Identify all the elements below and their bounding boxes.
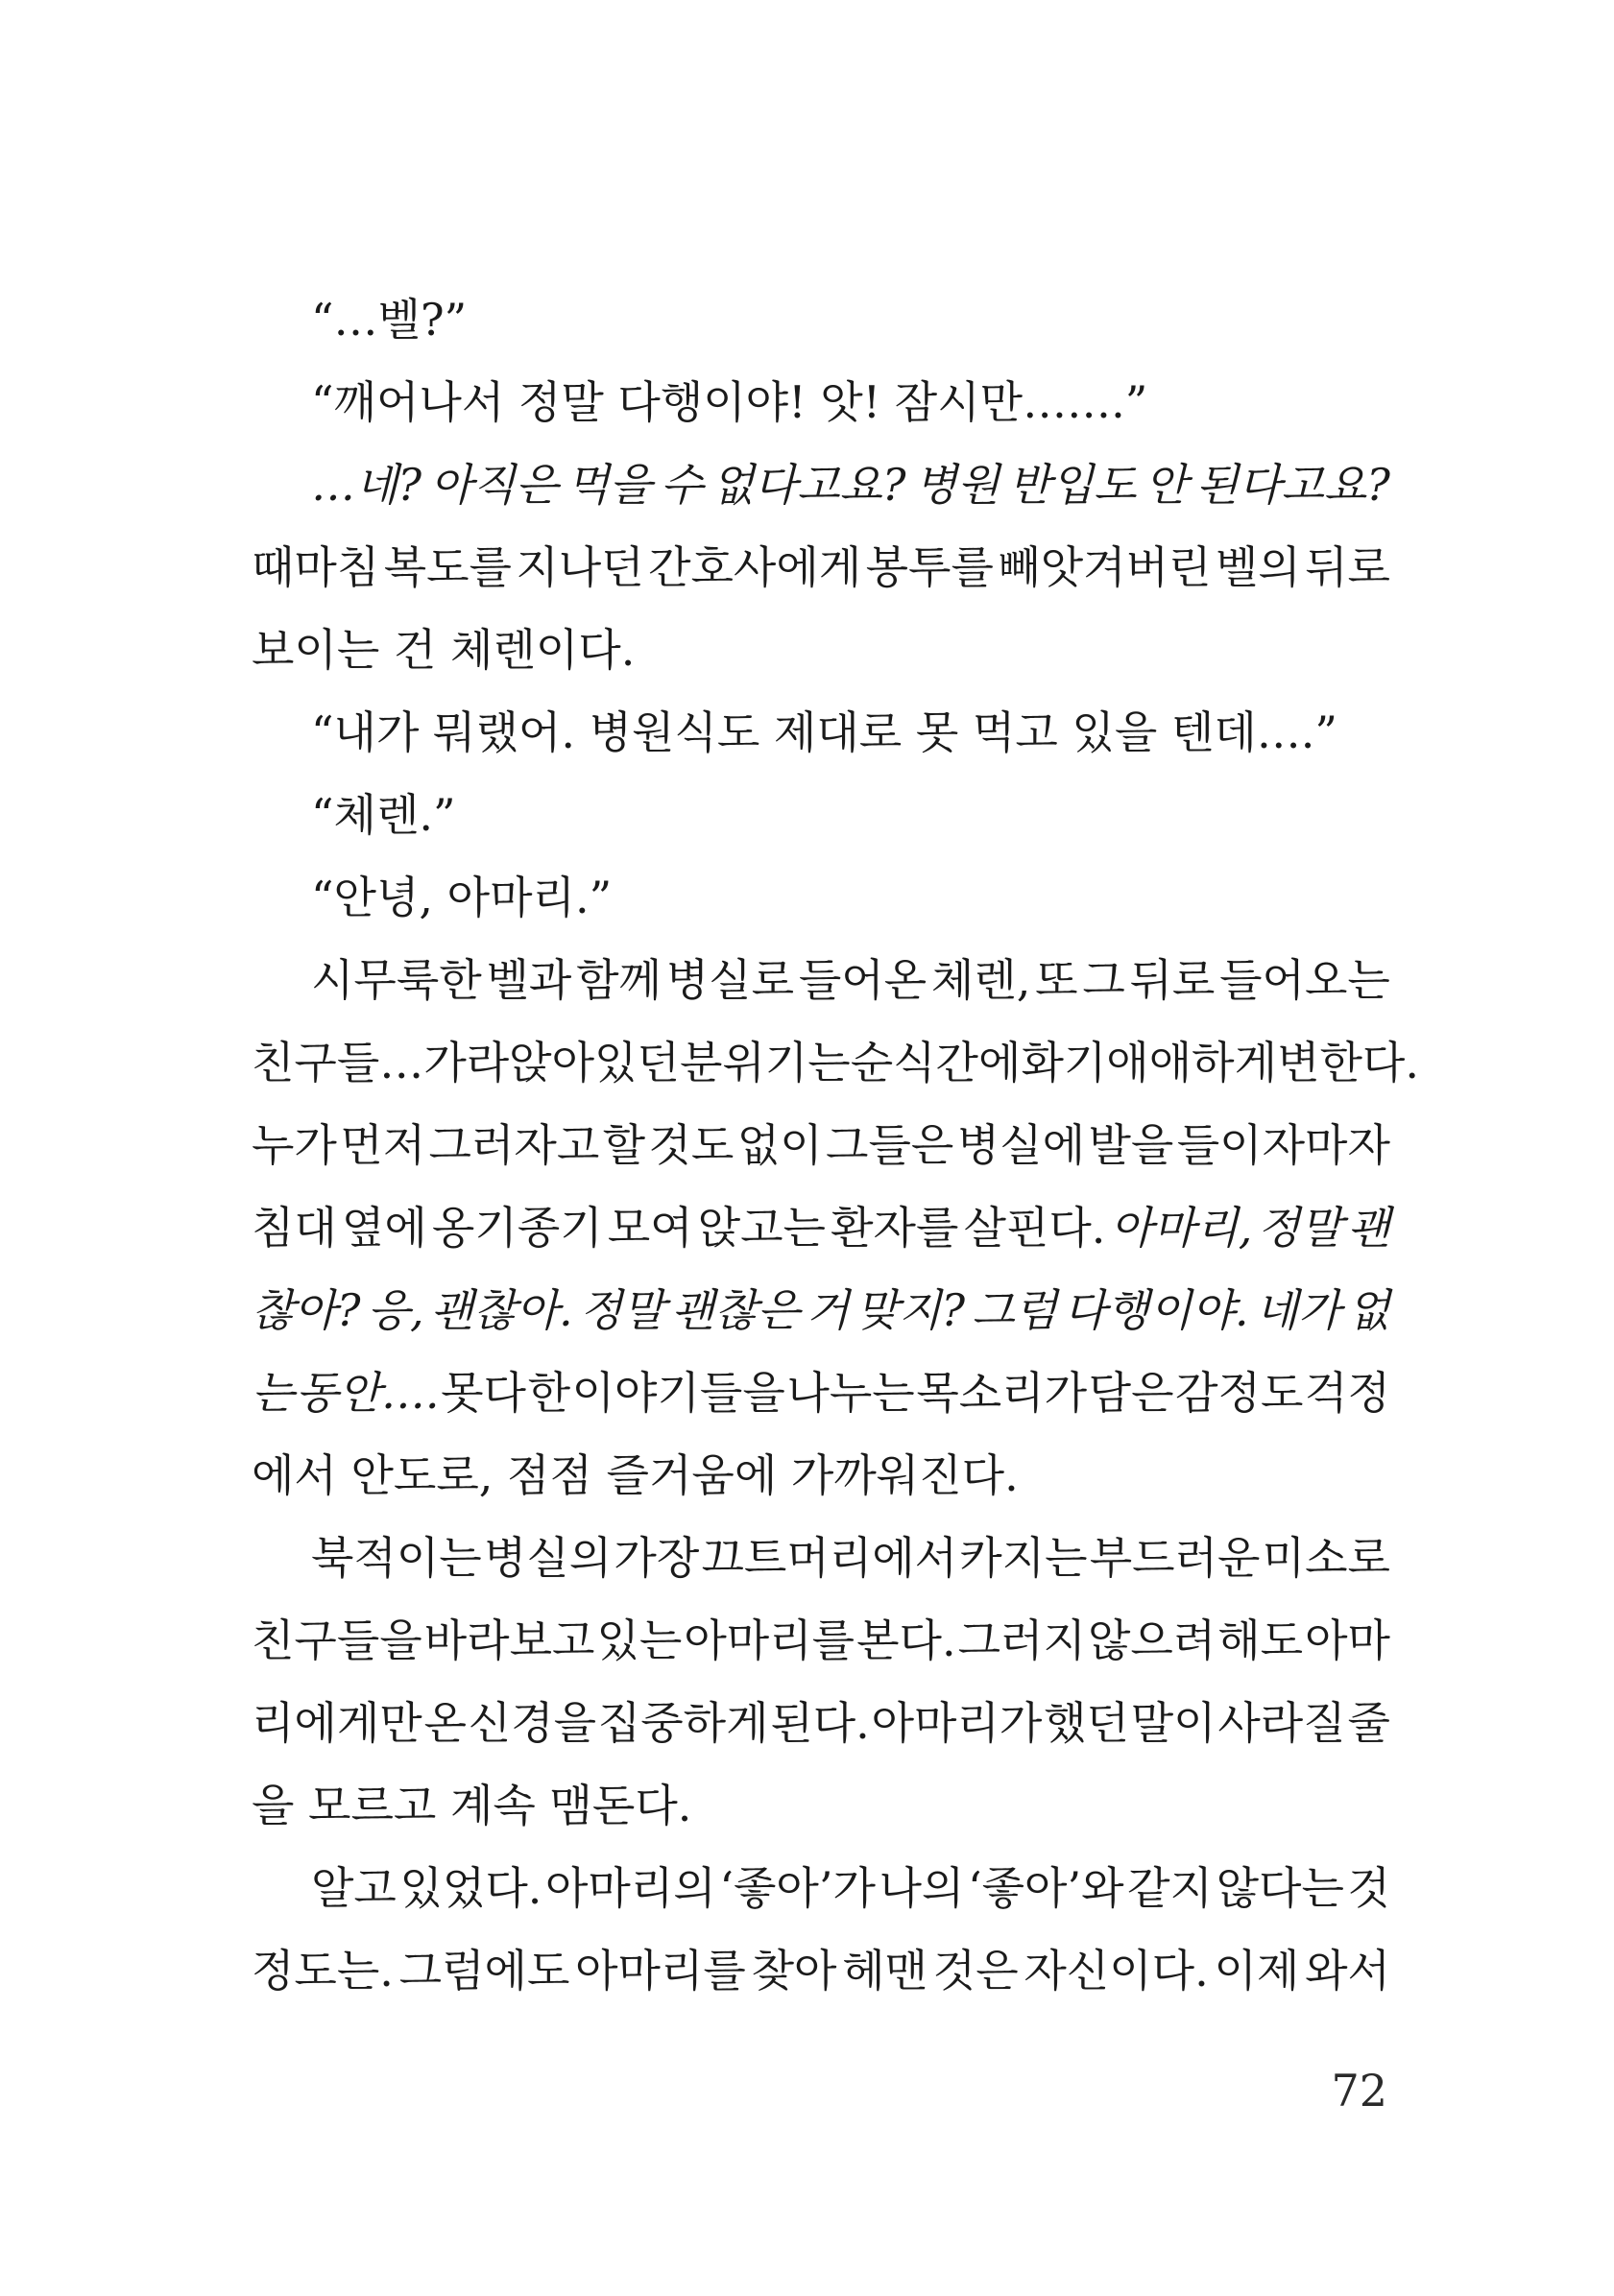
word: 된다. (770, 1697, 870, 1749)
word: 정말 (1257, 1202, 1343, 1254)
word: 신경을 (468, 1697, 597, 1749)
word: 다행이야. (1064, 1284, 1249, 1336)
word: 했던 (1044, 1697, 1129, 1749)
word: 것도 (648, 1119, 735, 1171)
text-run: “…벨?” (311, 294, 468, 346)
word: 친구들… (252, 1037, 424, 1088)
word: 봉투를 (865, 541, 994, 593)
word: 침대 (252, 1202, 337, 1254)
text-run: “내가 뭐랬어. 병원식도 제대로 못 먹고 있을 텐데….” (311, 706, 1337, 758)
word: 온 (423, 1697, 467, 1749)
word: 헤맨 (842, 1945, 928, 1997)
word: 정말 (579, 1284, 665, 1336)
word: 부드러운 (1089, 1532, 1261, 1584)
word: 반입도 (1008, 459, 1137, 511)
word: 있는 (596, 1614, 683, 1666)
word: 카지는 (959, 1532, 1088, 1584)
word: 없다고요? (711, 459, 906, 511)
word: 먼저 (340, 1119, 426, 1171)
word: 와서 (1305, 1945, 1390, 1997)
word: ‘좋아’가 (719, 1862, 876, 1914)
word: 찾아 (751, 1945, 837, 1997)
word: 말이 (1130, 1697, 1217, 1749)
word: 된다고요? (1195, 459, 1390, 511)
word: 그 (1082, 954, 1125, 1006)
text-line (252, 774, 1390, 856)
word: 아마리의 (545, 1862, 716, 1914)
word: 체렌, (930, 954, 1031, 1006)
word: 한 (527, 1367, 571, 1419)
word: 벨과 (486, 954, 572, 1006)
word: 그럼 (972, 1284, 1058, 1336)
word: 끄트머리에서 (701, 1532, 958, 1584)
text-line (252, 526, 1390, 609)
text-line (252, 609, 1390, 691)
word: 본다. (856, 1614, 956, 1666)
word: 것 (1347, 1862, 1390, 1914)
word: 그러지 (957, 1614, 1086, 1666)
word: 바라보고 (423, 1614, 595, 1666)
word: 이야기들을 (571, 1367, 785, 1419)
word: 할 (602, 1119, 646, 1171)
word: 북적이는 (311, 1532, 482, 1584)
text-line (252, 278, 1390, 361)
word: 들이자마자 (1176, 1119, 1390, 1171)
word: 괜찮아. (430, 1284, 573, 1336)
text-line (252, 1682, 1390, 1764)
word: 집중하게 (597, 1697, 769, 1749)
word: 미소로 (1262, 1532, 1390, 1584)
text-line (252, 1186, 1390, 1269)
word: 아마리가 (871, 1697, 1043, 1749)
word: 거 (807, 1284, 850, 1336)
word: 아직은 (429, 459, 559, 511)
word: 누가 (252, 1119, 337, 1171)
page-number: 72 (1331, 2065, 1387, 2117)
text-line (252, 1021, 1419, 1104)
word: 먹을 (566, 459, 652, 511)
word: 병실에 (956, 1119, 1086, 1171)
text-run: 을 모르고 계속 맴돈다. (252, 1780, 692, 1831)
text-line (252, 361, 1390, 443)
word: 같지 (1127, 1862, 1213, 1914)
word: 괜 (1347, 1202, 1390, 1254)
word: 복도를 (383, 541, 512, 593)
text-run: “안녕, 아마리.” (311, 872, 613, 923)
text-run: “체렌.” (311, 789, 456, 841)
word: 정도는. (252, 1945, 394, 1997)
text-run: 보이는 건 체렌이다. (252, 624, 636, 676)
word: 간호사에게 (648, 541, 862, 593)
word: 또 (1035, 954, 1078, 1006)
word: 그러자고 (428, 1119, 600, 1171)
word: 동안…. (296, 1367, 440, 1419)
word: 그들은 (826, 1119, 954, 1171)
word: 않다는 (1216, 1862, 1344, 1914)
word: ‘좋아’와 (967, 1862, 1124, 1914)
word: 자신이다. (1024, 1945, 1209, 1997)
word: …네? (311, 459, 422, 511)
text-line (252, 1351, 1390, 1434)
word: 시무룩한 (311, 954, 482, 1006)
word: 감정도 (1175, 1367, 1304, 1419)
word: 줄 (1347, 1697, 1390, 1749)
word: 못다 (441, 1367, 526, 1419)
text-line (252, 856, 1390, 939)
text-line (252, 691, 1390, 774)
text-line (252, 1847, 1390, 1929)
body-text (252, 278, 1419, 2012)
word: 있었다. (399, 1862, 542, 1914)
text-line (252, 443, 1390, 526)
word: 알고 (311, 1862, 397, 1914)
word: 병원 (914, 459, 1000, 511)
word: 빼앗겨버린 (998, 541, 1212, 593)
word: 걱정 (1305, 1367, 1390, 1419)
word: 옹기종기 (431, 1202, 603, 1254)
text-line (252, 1269, 1390, 1351)
word: 것은 (932, 1945, 1019, 1997)
word: 순식간에 (850, 1037, 1022, 1088)
text-line (252, 1764, 1390, 1847)
word: 없이 (736, 1119, 823, 1171)
word: 들어온 (798, 954, 927, 1006)
word: 해도 (1217, 1614, 1304, 1666)
text-line (252, 1104, 1390, 1186)
word: 네가 (1255, 1284, 1341, 1336)
word: 옆에 (341, 1202, 427, 1254)
word: 나누는 (786, 1367, 915, 1419)
word: 아마리를 (575, 1945, 746, 1997)
word: 아마 (1305, 1614, 1390, 1666)
word: 리에게만 (252, 1697, 422, 1749)
word: 않으려 (1087, 1614, 1217, 1666)
word: 가라앉아있던 (423, 1037, 680, 1088)
word: 함께 (576, 954, 662, 1006)
word: 이제 (1214, 1945, 1300, 1997)
word: 분위기는 (679, 1037, 851, 1088)
word: 들어오는 (1219, 954, 1390, 1006)
word: 수 (660, 459, 704, 511)
word: 환자를 (831, 1202, 959, 1254)
word: 없 (1347, 1284, 1390, 1336)
word: 나의 (879, 1862, 965, 1914)
word: 병실의 (483, 1532, 613, 1584)
word: 뒤로 (1129, 954, 1216, 1006)
word: 괜찮은 (671, 1284, 800, 1336)
word: 친구들을 (252, 1614, 422, 1666)
word: 그럼에도 (398, 1945, 570, 1997)
text-run: “깨어나서 정말 다행이야! 앗! 잠시만…….” (311, 376, 1148, 428)
word: 때마침 (252, 541, 380, 593)
word: 변한다. (1277, 1037, 1419, 1088)
word: 찮아? (252, 1284, 361, 1336)
word: 아마리, (1110, 1202, 1253, 1254)
text-line (252, 1434, 1390, 1517)
text-line (252, 1599, 1390, 1682)
word: 화기애애하게 (1021, 1037, 1278, 1088)
text-line (252, 939, 1390, 1021)
word: 맞지? (855, 1284, 966, 1336)
word: 목소리가 (916, 1367, 1088, 1419)
word: 병실로 (665, 954, 795, 1006)
word: 모여 (607, 1202, 693, 1254)
word: 응, (367, 1284, 424, 1336)
word: 사라질 (1217, 1697, 1346, 1749)
word: 담은 (1088, 1367, 1174, 1419)
text-run: 에서 안도로, 점점 즐거움에 가까워진다. (252, 1449, 1019, 1501)
text-line (252, 1929, 1390, 2012)
word: 지나던 (516, 541, 644, 593)
word: 벨의 (1215, 541, 1301, 593)
word: 앉고는 (697, 1202, 826, 1254)
word: 뒤로 (1305, 541, 1390, 593)
word: 아마리를 (684, 1614, 855, 1666)
word: 안 (1144, 459, 1188, 511)
word: 가장 (614, 1532, 700, 1584)
text-line (252, 1517, 1390, 1599)
word: 는 (252, 1367, 295, 1419)
word: 살핀다. (963, 1202, 1106, 1254)
word: 발을 (1088, 1119, 1174, 1171)
